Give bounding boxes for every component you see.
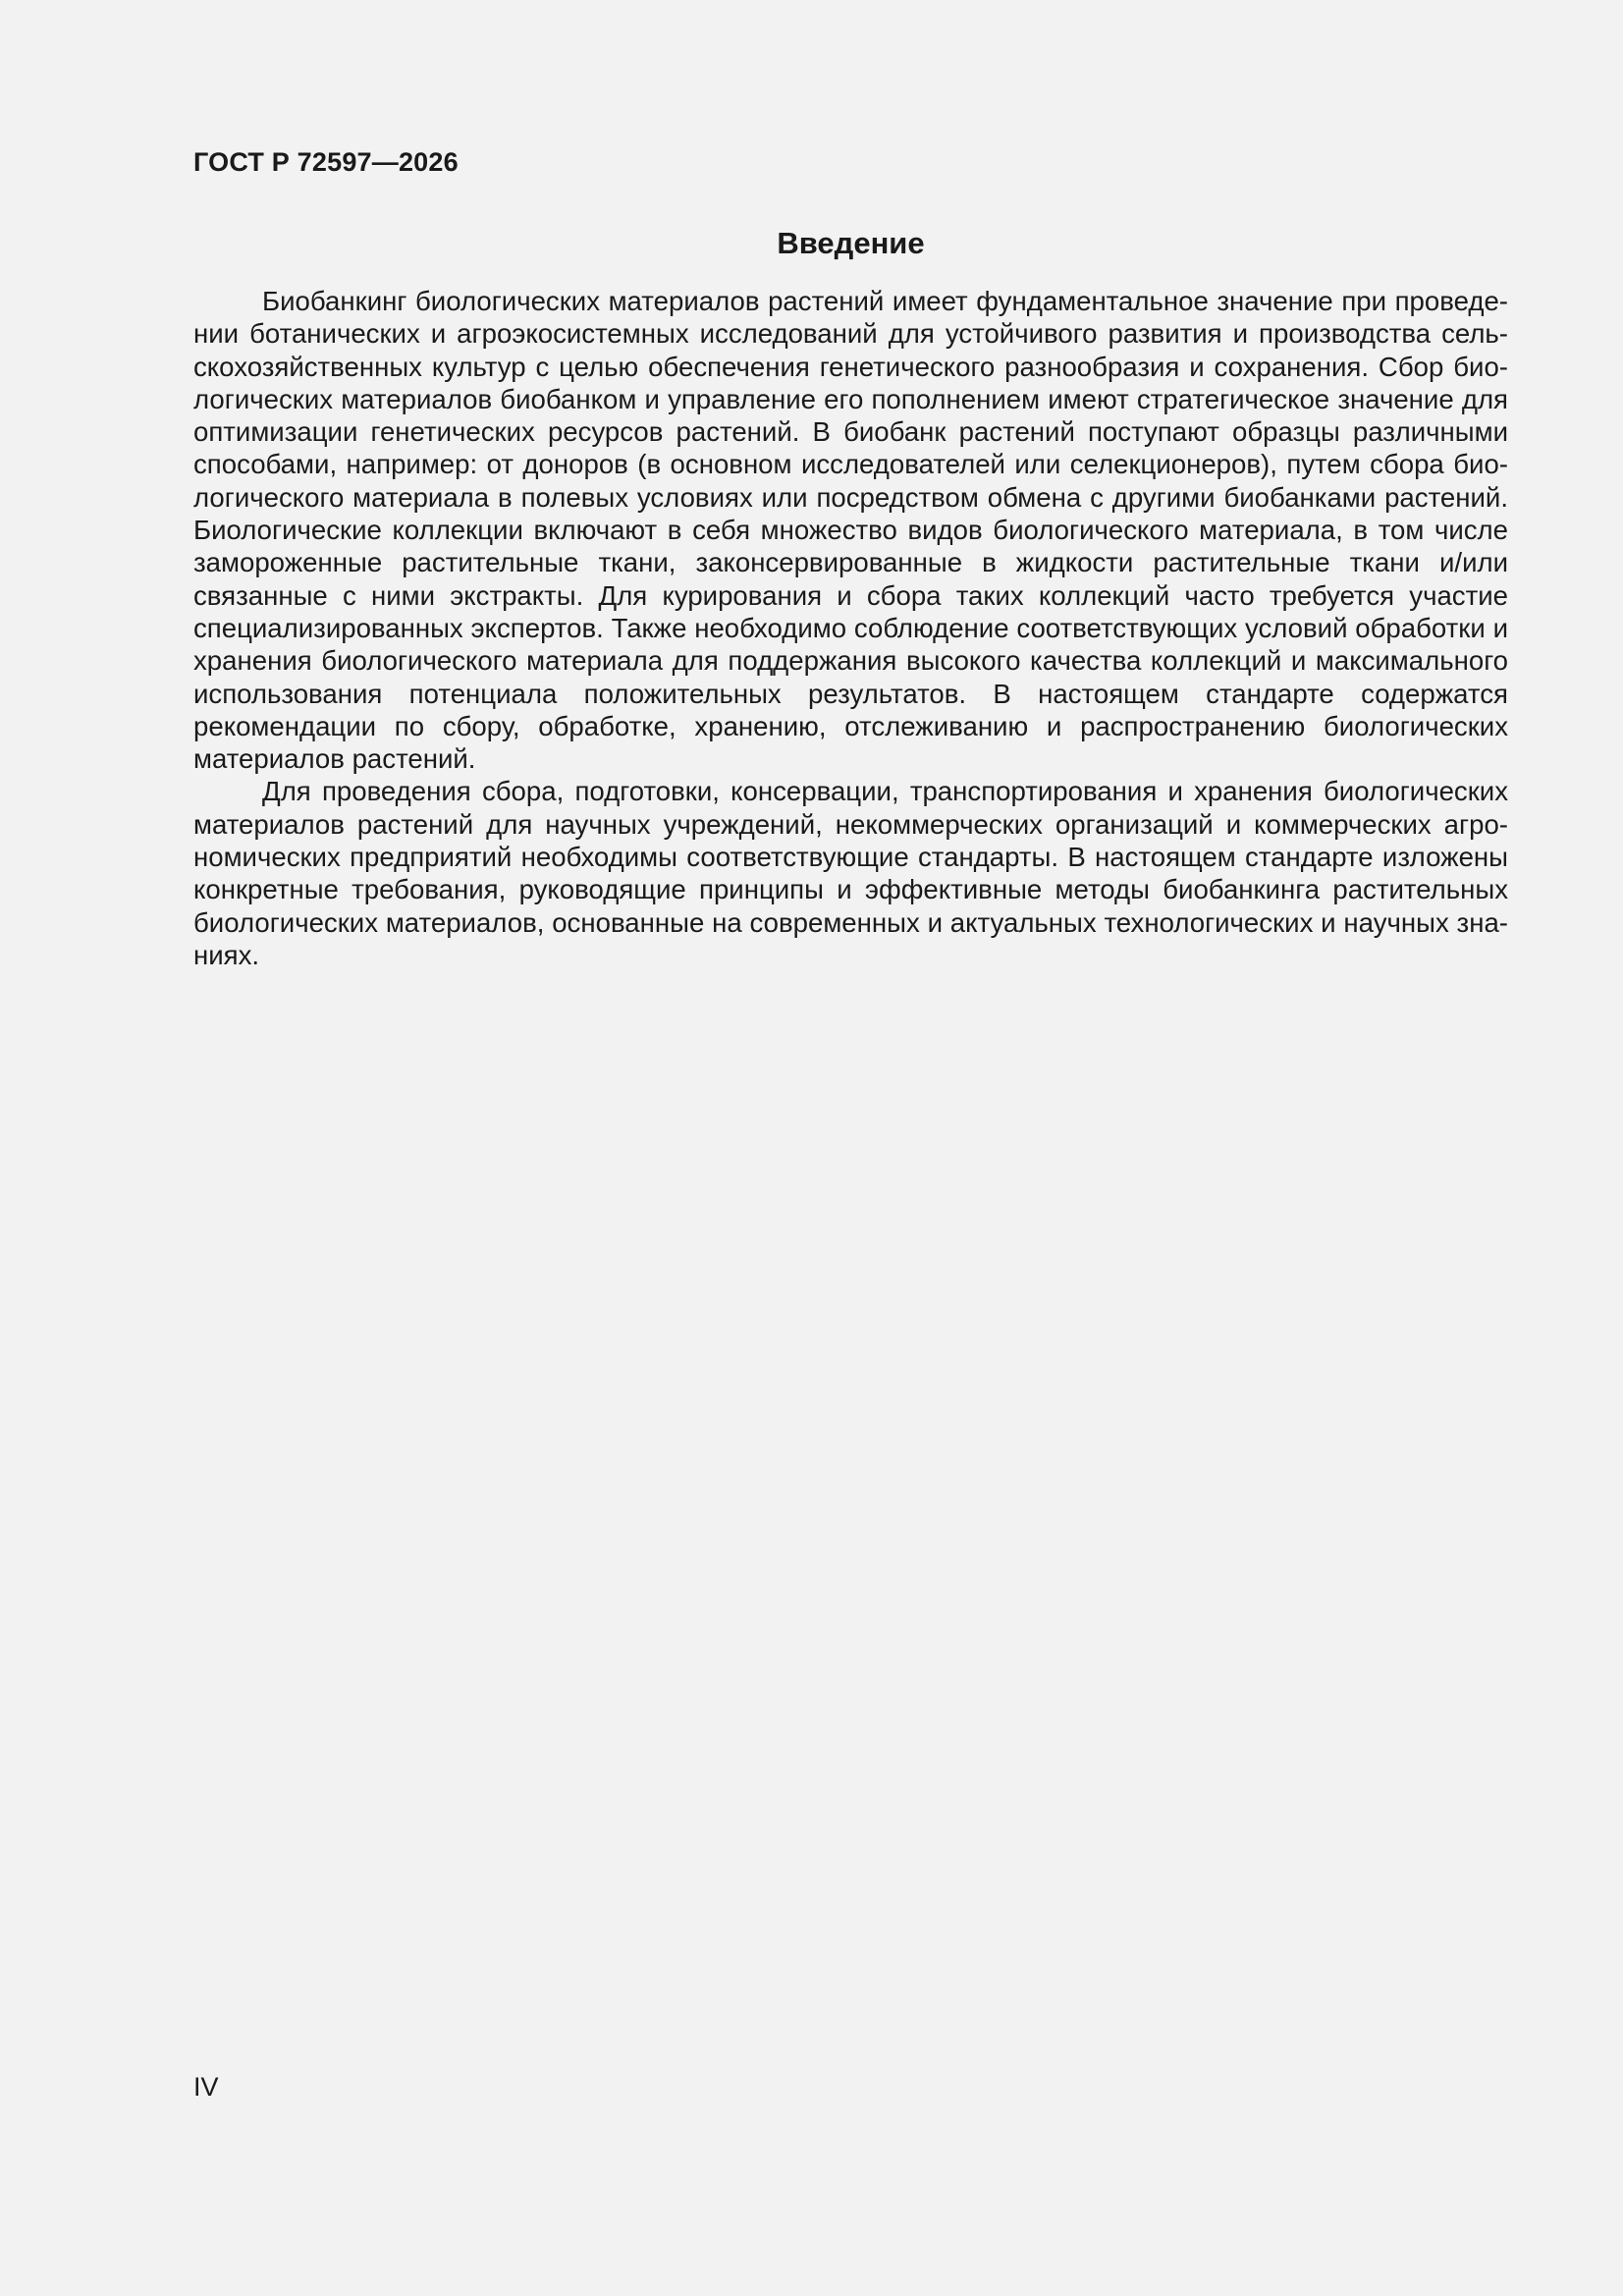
- page-number: IV: [193, 2072, 219, 2102]
- paragraph-2: Для проведения сбора, подготовки, консервации, транспортирования и хранения биологических материалов растений для научных учреждений, некоммерческих организаций и коммерческих агрономических предприятий необходимы соответствующие стандарты. В настоящем стандарте изложены конкретные требования, руководящие принципы и эффективные методы биобанкинга растительных биологических материалов, основанные на современных и актуальных технологических и научных знаниях.: [193, 776, 1508, 970]
- document-header: ГОСТ Р 72597—2026: [193, 147, 459, 177]
- paragraph-1: Биобанкинг биологических материалов растений имеет фундаментальное значение при проведении ботанических и агроэкосистемных исследований для устойчивого развития и производства сельскохозяйственных культур с целью обеспечения генетического разнообразия и сохранения. Сбор биологических материалов биобанком и управление его пополнением имеют стратегическое значение для оптимизации генетических ресурсов растений. В биобанк растений поступают образцы различными способами, например: от доноров (в основном исследователей или селекционеров), путем сбора биологического материала в полевых условиях или посредством обмена с другими биобанками растений. Биологические коллекции включают в себя множество видов биологического материала, в том числе замороженные растительные ткани, законсервированные в жидкости растительные ткани и/или связанные с ними экстракты. Для курирования и сбора таких коллекций часто требуется участие специализированных экспертов. Также необходимо соблюдение соответствующих условий обработки и хранения биологического материала для поддержания высокого качества коллекций и максимального использования потенциала положительных результатов. В настоящем стандарте содержатся рекомендации по сбору, обработке, хранению, отслеживанию и распространению биологических материалов растений.: [193, 286, 1508, 775]
- body-text: [193, 285, 1508, 971]
- section-title: Введение: [777, 226, 925, 260]
